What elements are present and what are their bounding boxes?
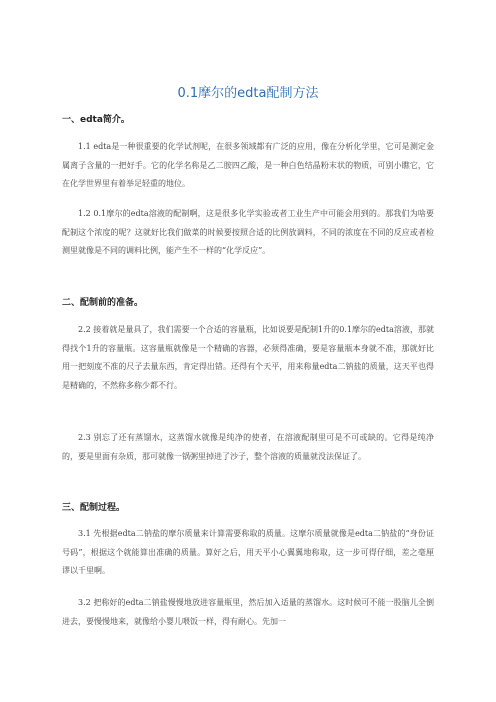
paragraph-3-1: 3.1 先根据edta二钠盐的摩尔质量来计算需要称取的质量。这摩尔质量就像是edta二钠盐的“身份证号码”，根据这个就能算出准确的质量。算好之后，用天平小心翼翼地称取，这一步可得仔细，差之毫厘谬以千里啊。 — [62, 529, 434, 575]
paragraph-1-2: 1.2 0.1摩尔的edta溶液的配制啊，这是很多化学实验或者工业生产中可能会用到的。那我们为啥要配制这个浓度的呢？这就好比我们做菜的时候要按照合适的比例放调料，不同的浓度在不同的反应或者检测里就像是不同的调料比例，能产生不一样的“化学反应”。 — [62, 209, 434, 255]
section-heading-process: 三、配制过程。 — [62, 503, 126, 513]
section-heading-intro: 一、edta简介。 — [62, 115, 130, 125]
paragraph-3-2: 3.2 把称好的edta二钠盐慢慢地放进容量瓶里，然后加入适量的蒸馏水。这时候可不能一股脑儿全倒进去，要慢慢地来，就像给小婴儿喂饭一样，得有耐心。先加一 — [62, 598, 434, 626]
paragraph-1-1: 1.1 edta是一种很重要的化学试剂呢，在很多领域都有广泛的应用，像在分析化学里，它可是测定金属离子含量的一把好手。它的化学名称是乙二胺四乙酸，是一种白色结晶粉末状的物质，可别小瞧它，它在化学世界里有着举足轻重的地位。 — [62, 142, 434, 188]
section-heading-preparation: 二、配制前的准备。 — [62, 298, 144, 308]
document-title: 0.1摩尔的edta配制方法 — [177, 86, 319, 101]
paragraph-2-2: 2.2 接着就是量具了，我们需要一个合适的容量瓶，比如说要是配制1升的0.1摩尔的edta溶液，那就得找个1升的容量瓶。这容量瓶就像是一个精确的容器，必须得准确，要是容量瓶本身就不准，那就好比用一把刻度不准的尺子去量东西，肯定得出错。还得有个天平，用来称量edta二钠盐的质量，这天平也得是精确的，不然称多称少都不行。 — [62, 325, 434, 390]
paragraph-2-3: 2.3 别忘了还有蒸馏水，这蒸馏水就像是纯净的使者，在溶液配制里可是不可或缺的。它得是纯净的，要是里面有杂质，那可就像一锅粥里掉进了沙子，整个溶液的质量就没法保证了。 — [62, 433, 434, 461]
